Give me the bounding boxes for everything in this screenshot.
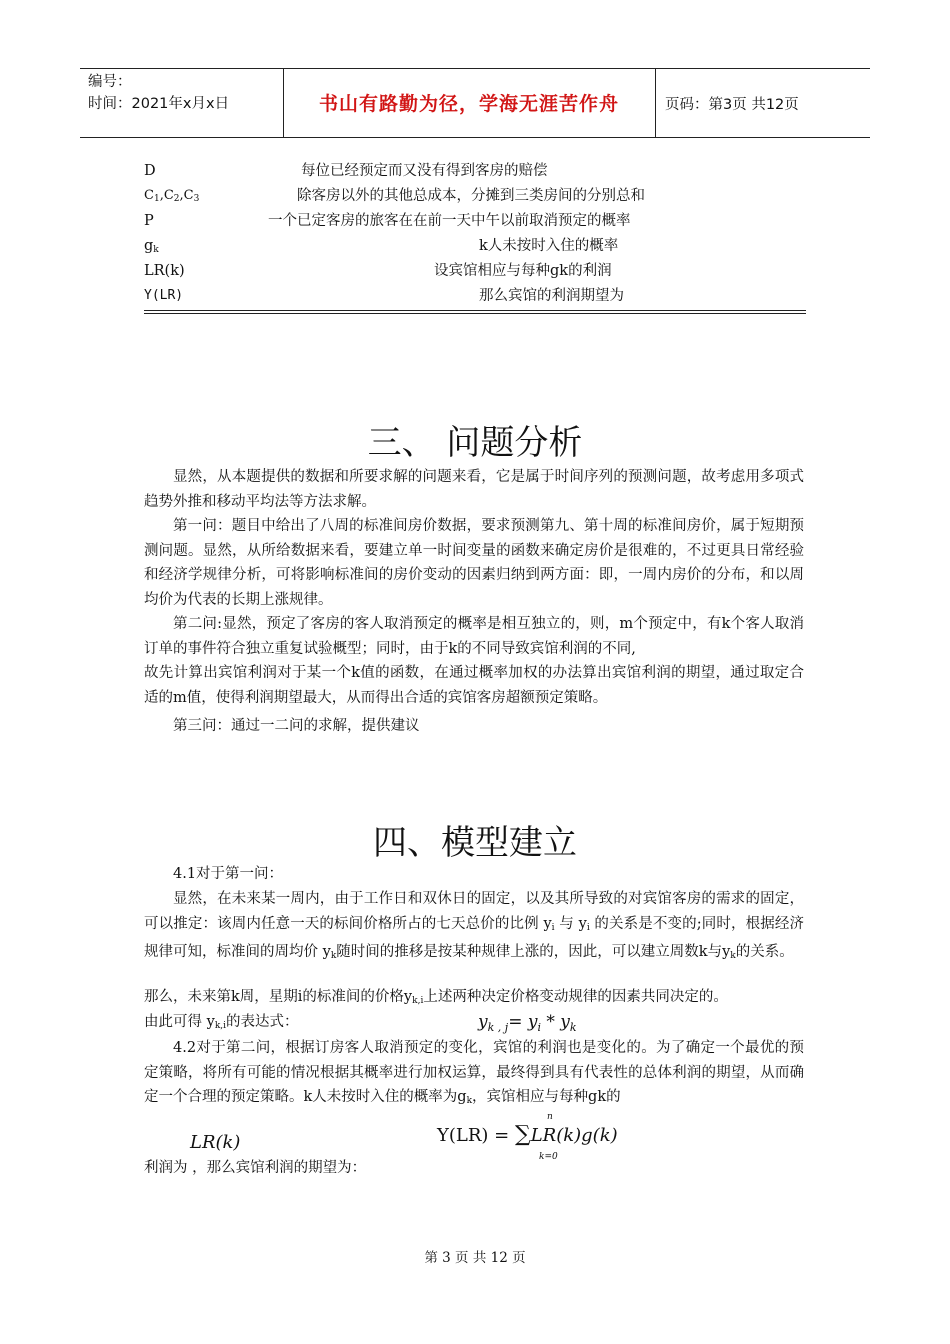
symbol-ylr: Y(LR) bbox=[144, 288, 184, 303]
symbol-d: D bbox=[144, 163, 156, 179]
formula-ykj: $y_{k , j}= y_i * y_k$ bbox=[478, 1012, 577, 1034]
paragraph: 显然，在未来某一周内，由于工作日和双休日的固定，以及其所导致的对宾馆客房的需求的固定，可以推定：该周内任意一天的标间价格所占的七天总价的比例 $y_i$ 与 $y_i$ 的关系是不变的;同时，根据经济规律可知，标准间的周均价 $y_k$随时间的推移是按某种规律上涨的，因此，可以建立周数k与$y_k$的关系。 bbox=[144, 891, 804, 961]
paragraph: 故先计算出宾馆利润对于某一个k值的函数，在通过概率加权的办法算出宾馆利润的期望，通过取定合适的m值，使得利润期望最大，从而得出合适的宾馆客房超额预定策略。 bbox=[144, 665, 804, 706]
symbol-desc: 每位已经预定而又没有得到客房的赔偿 bbox=[301, 163, 548, 179]
time-label: 时间：2021年x月x日 bbox=[88, 96, 230, 112]
paragraph: 那么，未来第k周，星期i的标准间的价格$y_{k,i}$上述两种决定价格变动规律的因素共同决定的。 bbox=[144, 989, 728, 1006]
symbol-desc: 那么宾馆的利润期望为 bbox=[479, 288, 624, 304]
paragraph: 第一问：题目中给出了八周的标准间房价数据，要求预测第九、第十周的标准间房价，属于短期预测问题。显然，从所给数据来看，要建立单一时间变量的函数来确定房价是很难的，不过更具日常经验和经济学规律分析，可将影响标准间的房价变动的因素归纳到两方面：即，一周内房价的分布，和以周均价为代表的长期上涨规律。 bbox=[144, 518, 804, 608]
formula-lrk: LR(k) bbox=[190, 1132, 241, 1153]
section-title: 三、 问题分析 bbox=[367, 423, 583, 463]
table-bottom-rule bbox=[144, 310, 806, 311]
symbol-gk: gk bbox=[144, 238, 159, 255]
header-left bbox=[88, 71, 229, 115]
header-page-label: 页码：第3页 共12页 bbox=[665, 97, 799, 113]
symbol-desc: k人未按时入住的概率 bbox=[479, 238, 619, 254]
paragraph: 第三问：通过一二问的求解，提供建议 bbox=[173, 718, 420, 734]
symbol-desc: 一个已定客房的旅客在在前一天中午以前取消预定的概率 bbox=[268, 213, 631, 229]
header-motto: 书山有路勤为径，学海无涯苦作舟 bbox=[318, 93, 619, 115]
paragraph: 4.2对于第二问，根据订房客人取消预定的变化，宾馆的利润也是变化的。为了确定一个最优的预定策略，将所有可能的情况根据其概率进行加权运算，最终得到具有代表性的总体利润的期望，从而确定一个合理的预定策略。k人未按时入住的概率为$g_k$，宾馆相应与每种gk的 bbox=[144, 1040, 804, 1106]
paragraph: 第二问:显然，预定了客房的客人取消预定的概率是相互独立的，则，m个预定中，有k个客人取消订单的事件符合独立重复试验概型；同时，由于k的不同导致宾馆利润的不同, bbox=[144, 616, 804, 657]
paragraph: 利润为 ，那么宾馆利润的期望为： bbox=[144, 1160, 367, 1176]
symbol-p: P bbox=[144, 213, 154, 229]
symbol-lrk: LR(k) bbox=[144, 263, 185, 279]
header-divider bbox=[655, 69, 656, 137]
paragraph: 由此可得 $y_{k,i}$的表达式： bbox=[144, 1014, 299, 1031]
symbol-desc: 设宾馆相应与每种gk的利润 bbox=[434, 263, 612, 279]
subsection-title: 4.1对于第一问： bbox=[173, 866, 284, 882]
table-bottom-rule bbox=[144, 313, 806, 314]
paragraph: 显然，从本题提供的数据和所要求解的问题来看，它是属于时间序列的预测问题，故考虑用多项式趋势外推和移动平均法等方法求解。 bbox=[144, 469, 804, 510]
symbol-desc: 除客房以外的其他总成本，分摊到三类房间的分别总和 bbox=[297, 188, 645, 204]
page-header bbox=[80, 68, 870, 138]
section-title: 四、模型建立 bbox=[373, 823, 577, 863]
number-label: 编号： bbox=[88, 74, 132, 90]
page-footer: 第 3 页 共 12 页 bbox=[424, 1250, 526, 1266]
symbol-c: C1,C2,C3 bbox=[144, 188, 200, 204]
